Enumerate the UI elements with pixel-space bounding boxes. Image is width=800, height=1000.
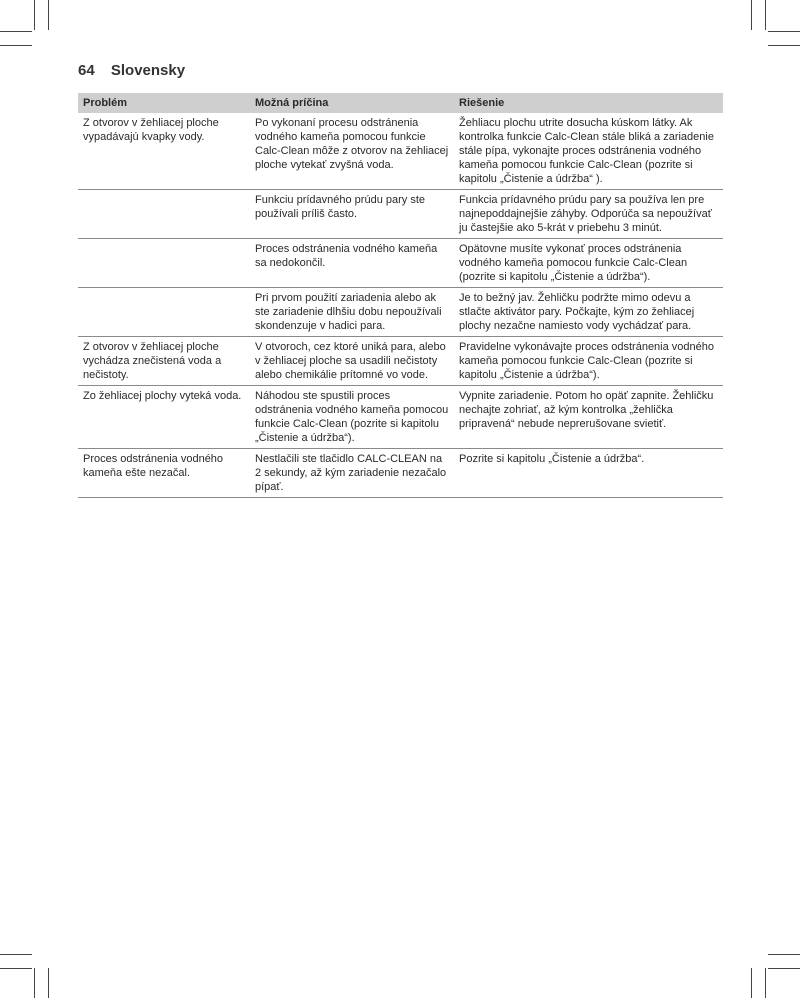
table-row xyxy=(78,386,723,449)
cause-cell: Proces odstránenia vodného kameňa sa nedokončil. xyxy=(250,239,454,288)
solution-cell: Pozrite si kapitolu „Čistenie a údržba“. xyxy=(454,449,723,498)
table-row xyxy=(78,190,723,239)
crop-mark xyxy=(768,968,800,969)
crop-mark xyxy=(34,0,35,30)
table-header-row xyxy=(78,93,723,113)
problem-cell xyxy=(78,190,250,239)
column-header-cause: Možná príčina xyxy=(250,93,454,113)
crop-mark xyxy=(0,31,32,32)
troubleshooting-table xyxy=(78,93,723,498)
crop-mark xyxy=(0,968,32,969)
solution-cell: Vypnite zariadenie. Potom ho opäť zapnite. Žehličku nechajte zohriať, až kým kontrolka „žehlička pripravená“ nebude neprerušovane svietiť. xyxy=(454,386,723,449)
column-header-solution: Riešenie xyxy=(454,93,723,113)
table-row xyxy=(78,337,723,386)
table-row xyxy=(78,288,723,337)
cause-cell: Náhodou ste spustili proces odstránenia vodného kameňa pomocou funkcie Calc-Clean (pozrite si kapitolu „Čistenie a údržba“). xyxy=(250,386,454,449)
crop-mark xyxy=(0,954,32,955)
table-row xyxy=(78,113,723,190)
solution-cell: Žehliacu plochu utrite dosucha kúskom látky. Ak kontrolka funkcie Calc-Clean stále bliká a zariadenie stále pípa, vykonajte proces odstránenia vodného kameňa pomocou funkcie Calc-Clean (pozrite si kapitolu „Čistenie a údržba“ ). xyxy=(454,113,723,190)
table-row xyxy=(78,449,723,498)
crop-mark xyxy=(768,45,800,46)
cause-cell: V otvoroch, cez ktoré uniká para, alebo v žehliacej ploche sa usadili nečistoty alebo chemikálie prítomné vo vode. xyxy=(250,337,454,386)
cause-cell: Nestlačili ste tlačidlo CALC-CLEAN na 2 sekundy, až kým zariadenie nezačalo pípať. xyxy=(250,449,454,498)
page-header xyxy=(78,62,185,79)
problem-cell: Proces odstránenia vodného kameňa ešte nezačal. xyxy=(78,449,250,498)
cause-cell: Funkciu prídavného prúdu pary ste používali príliš často. xyxy=(250,190,454,239)
cause-cell: Po vykonaní procesu odstránenia vodného kameňa pomocou funkcie Calc-Clean môže z otvorov na žehliacej ploche vytekať zvyšná voda. xyxy=(250,113,454,190)
problem-cell xyxy=(78,239,250,288)
solution-cell: Funkcia prídavného prúdu pary sa používa len pre najnepoddajnejšie záhyby. Odporúča sa nepoužívať ju častejšie ako 5-krát v priebehu 3 minút. xyxy=(454,190,723,239)
crop-mark xyxy=(765,968,766,998)
crop-mark xyxy=(768,31,800,32)
crop-mark xyxy=(48,968,49,998)
crop-mark xyxy=(34,968,35,998)
crop-mark xyxy=(768,954,800,955)
problem-cell xyxy=(78,288,250,337)
solution-cell: Pravidelne vykonávajte proces odstránenia vodného kameňa pomocou funkcie Calc-Clean (pozrite si kapitolu „Čistenie a údržba“). xyxy=(454,337,723,386)
solution-cell: Je to bežný jav. Žehličku podržte mimo odevu a stlačte aktivátor pary. Počkajte, kým zo žehliacej plochy nezačne namiesto vody vychádzať para. xyxy=(454,288,723,337)
page-number: 64 xyxy=(78,62,95,79)
column-header-problem: Problém xyxy=(78,93,250,113)
crop-mark xyxy=(0,45,32,46)
cause-cell: Pri prvom použití zariadenia alebo ak ste zariadenie dlhšiu dobu nepoužívali skondenzuje v hadici para. xyxy=(250,288,454,337)
solution-cell: Opätovne musíte vykonať proces odstránenia vodného kameňa pomocou funkcie Calc-Clean (pozrite si kapitolu „Čistenie a údržba“). xyxy=(454,239,723,288)
crop-mark xyxy=(751,968,752,998)
problem-cell: Zo žehliacej plochy vyteká voda. xyxy=(78,386,250,449)
table-row xyxy=(78,239,723,288)
crop-mark xyxy=(751,0,752,30)
crop-mark xyxy=(48,0,49,30)
problem-cell: Z otvorov v žehliacej ploche vypadávajú kvapky vody. xyxy=(78,113,250,190)
problem-cell: Z otvorov v žehliacej ploche vychádza znečistená voda a nečistoty. xyxy=(78,337,250,386)
crop-mark xyxy=(765,0,766,30)
page-language: Slovensky xyxy=(110,62,186,79)
